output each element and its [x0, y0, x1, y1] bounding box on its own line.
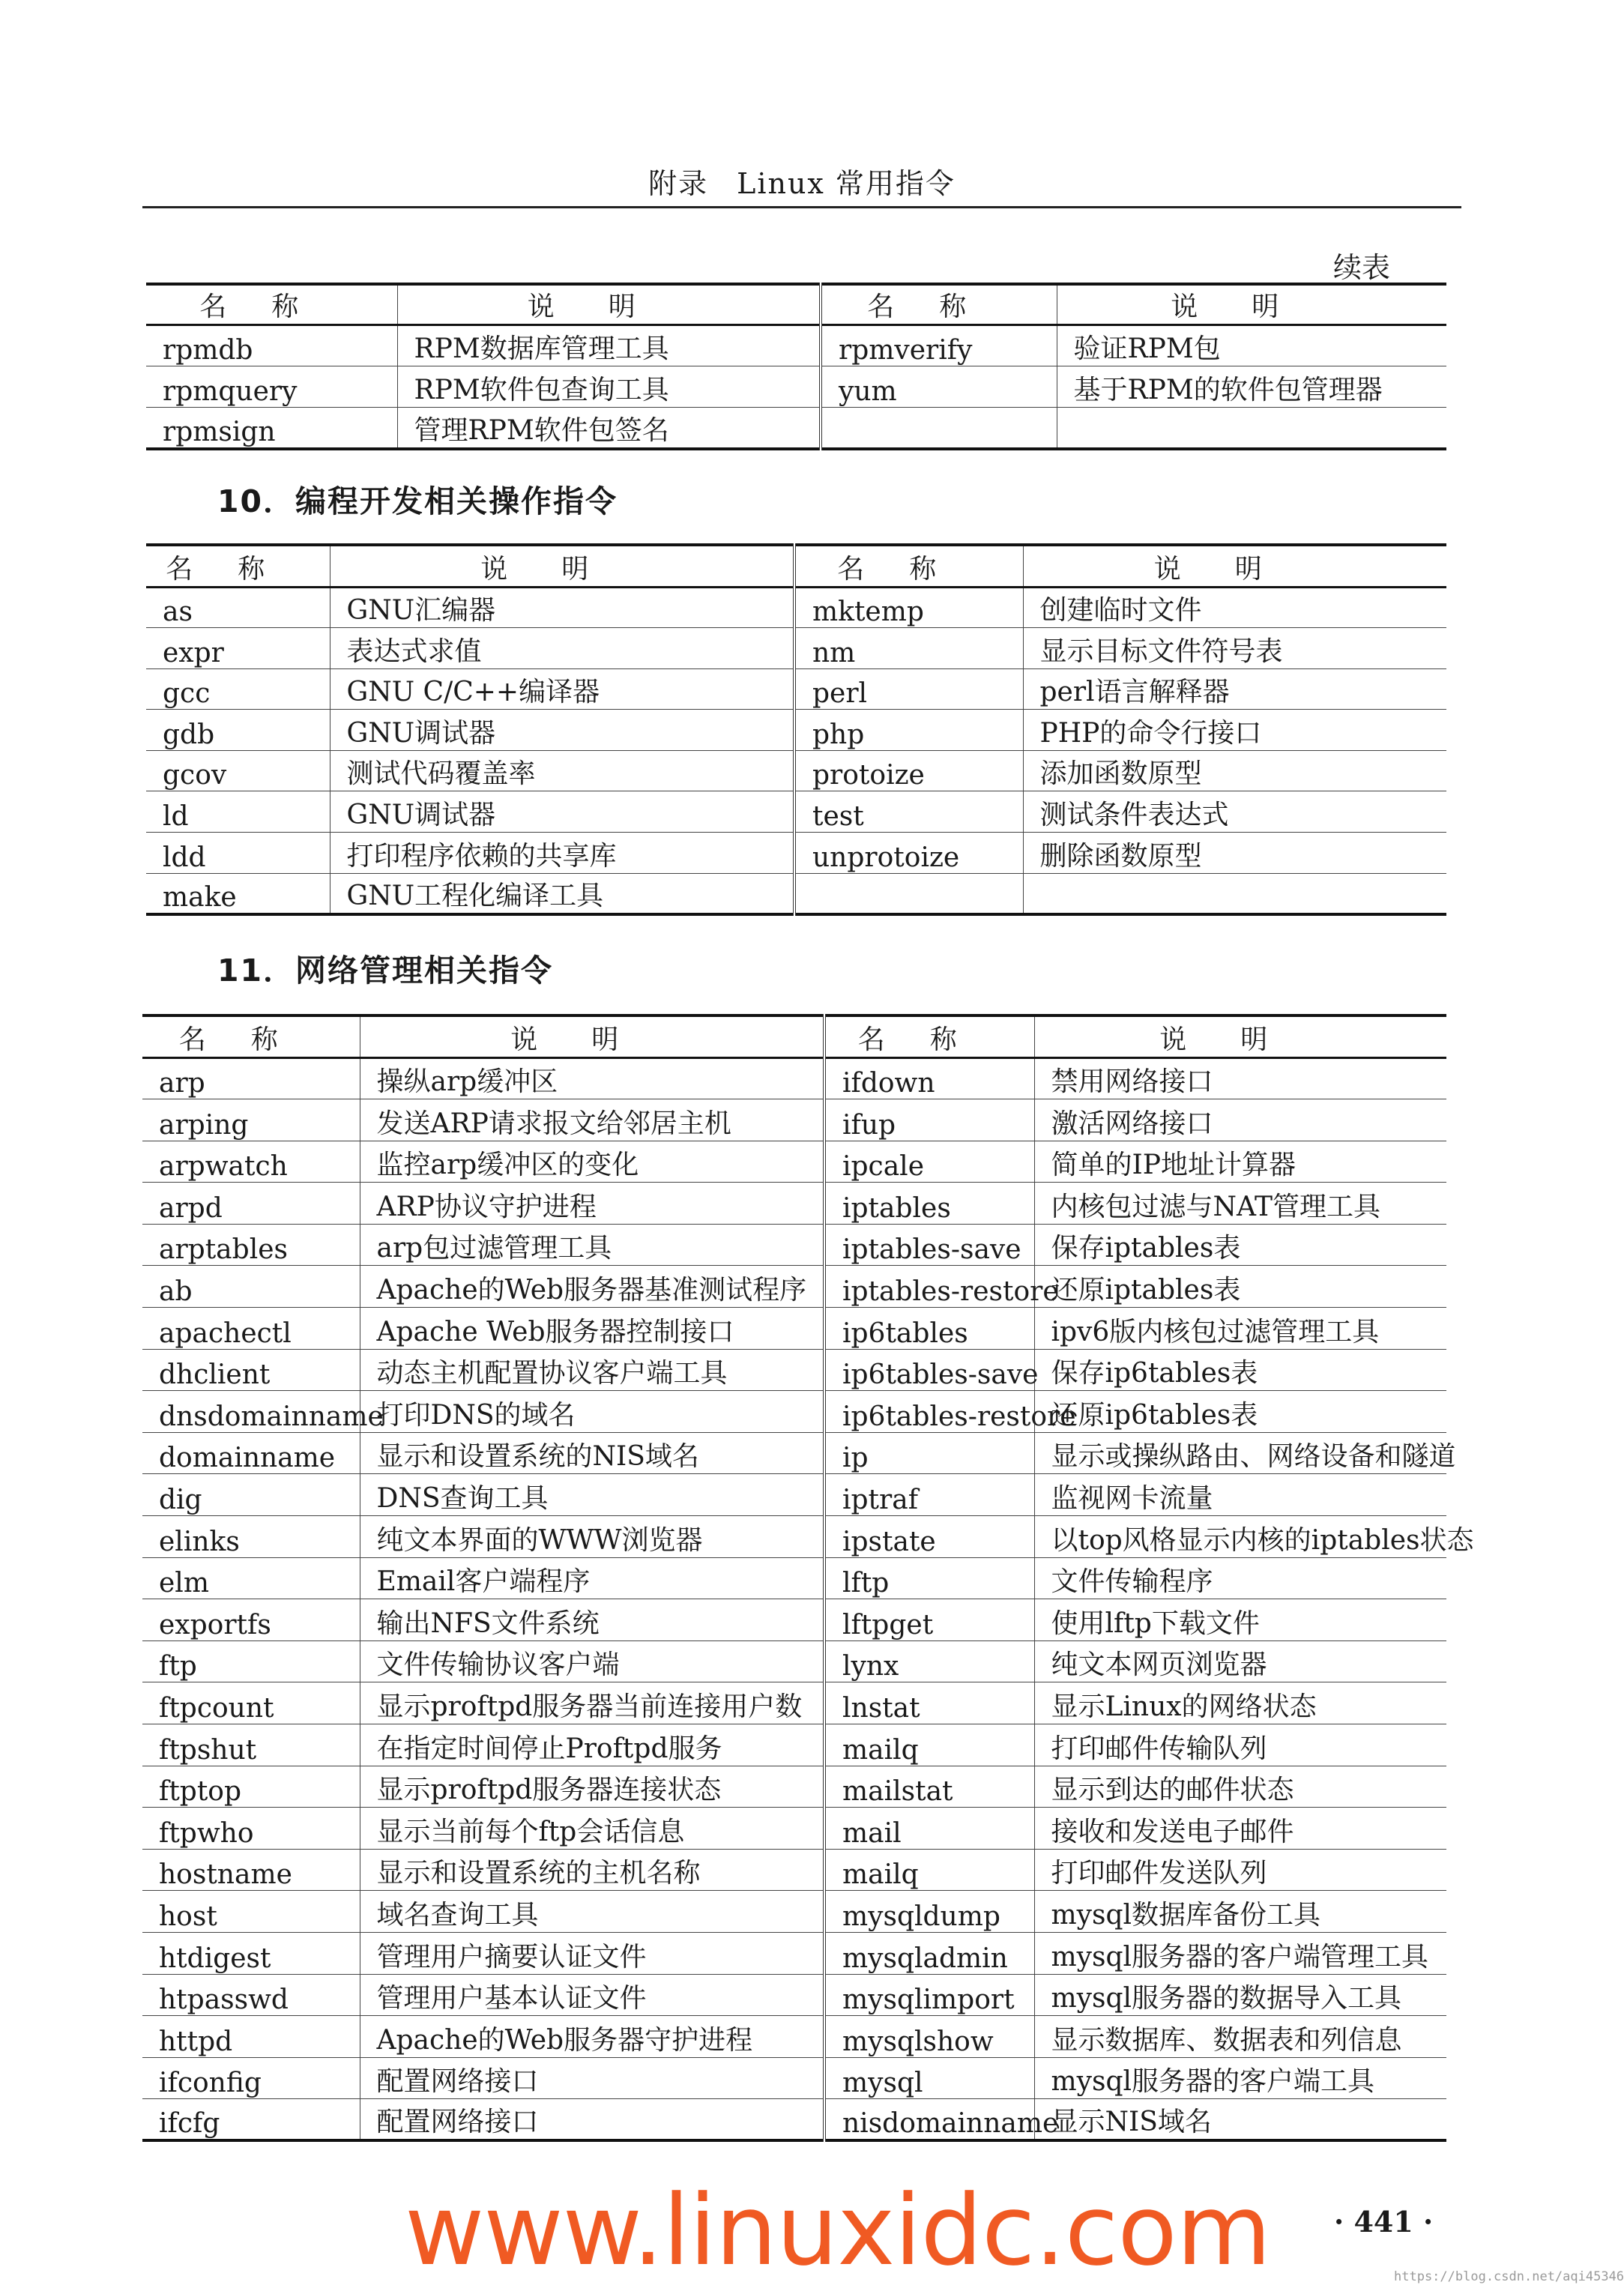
command-name: unprotoize: [794, 833, 1023, 874]
command-name: arpwatch: [142, 1141, 360, 1183]
command-desc: 纯文本界面的WWW浏览器: [360, 1516, 824, 1558]
command-desc: 基于RPM的软件包管理器: [1057, 366, 1446, 408]
command-desc: 文件传输程序: [1034, 1557, 1446, 1599]
table-row: [146, 873, 1446, 914]
command-name: lynx: [824, 1640, 1034, 1682]
command-desc: 显示proftpd服务器当前连接用户数: [360, 1682, 824, 1724]
command-desc: 配置网络接口: [360, 2057, 824, 2099]
command-desc: 创建临时文件: [1023, 587, 1446, 628]
command-desc: 测试代码覆盖率: [330, 750, 794, 791]
command-name: mail: [824, 1808, 1034, 1850]
command-desc: 接收和发送电子邮件: [1034, 1808, 1446, 1850]
table-dev-commands: [146, 543, 1446, 916]
command-desc: perl语言解释器: [1023, 668, 1446, 710]
command-desc: 显示proftpd服务器连接状态: [360, 1766, 824, 1808]
command-name: httpd: [142, 2016, 360, 2058]
table-row: [142, 1724, 1446, 1766]
command-name: ftpwho: [142, 1808, 360, 1850]
command-desc: 还原ip6tables表: [1034, 1391, 1446, 1433]
command-name: hostname: [142, 1849, 360, 1891]
table-row: [146, 668, 1446, 710]
col-header-desc: 说明: [1034, 1015, 1446, 1057]
command-name: ld: [146, 791, 330, 833]
command-name: iptables-restore: [824, 1266, 1034, 1308]
table-row: [142, 1682, 1446, 1724]
command-name: gcc: [146, 668, 330, 710]
command-name: mysqldump: [824, 1891, 1034, 1933]
command-name: ip: [824, 1432, 1034, 1474]
command-name: ab: [142, 1266, 360, 1308]
command-desc: 打印邮件传输队列: [1034, 1724, 1446, 1766]
col-header-name: 名称: [821, 284, 1057, 325]
command-desc: 以top风格显示内核的iptables状态: [1034, 1516, 1446, 1558]
command-desc: 显示数据库、数据表和列信息: [1034, 2016, 1446, 2058]
command-name: yum: [821, 366, 1057, 408]
command-name: elm: [142, 1557, 360, 1599]
table-row: [146, 587, 1446, 628]
command-desc: 文件传输协议客户端: [360, 1640, 824, 1682]
command-name: dnsdomainname: [142, 1391, 360, 1433]
command-desc: mysql服务器的客户端工具: [1034, 2057, 1446, 2099]
table-row: [146, 325, 1446, 366]
command-name: mktemp: [794, 587, 1023, 628]
command-desc: 管理用户基本认证文件: [360, 1974, 824, 2016]
table-row: [142, 1557, 1446, 1599]
table-row: [146, 628, 1446, 669]
table-row: [142, 1766, 1446, 1808]
command-name: gdb: [146, 710, 330, 751]
command-desc: mysql服务器的客户端管理工具: [1034, 1932, 1446, 1974]
command-name: ip6tables-restore: [824, 1391, 1034, 1433]
command-desc: Apache Web服务器控制接口: [360, 1308, 824, 1350]
command-name: test: [794, 791, 1023, 833]
command-desc: 激活网络接口: [1034, 1099, 1446, 1141]
command-desc: 打印邮件发送队列: [1034, 1849, 1446, 1891]
table-row: [142, 1183, 1446, 1225]
table-row: [146, 366, 1446, 408]
command-name: host: [142, 1891, 360, 1933]
command-desc: 显示和设置系统的NIS域名: [360, 1432, 824, 1474]
command-desc: 简单的IP地址计算器: [1034, 1141, 1446, 1183]
continued-label: 续表: [1332, 251, 1390, 284]
table-row: [142, 1266, 1446, 1308]
command-desc: mysql服务器的数据导入工具: [1034, 1974, 1446, 2016]
page-number: · 441 ·: [1334, 2205, 1434, 2239]
command-desc: 纯文本网页浏览器: [1034, 1640, 1446, 1682]
table-rpm-continued: [146, 283, 1446, 450]
table-row: [142, 1141, 1446, 1183]
table-row: [142, 2016, 1446, 2058]
command-name: php: [794, 710, 1023, 751]
command-desc: [1057, 408, 1446, 449]
command-name: ipstate: [824, 1516, 1034, 1558]
col-header-name: 名称: [146, 284, 397, 325]
command-name: ifcfg: [142, 2099, 360, 2141]
command-name: nm: [794, 628, 1023, 669]
command-name: mailq: [824, 1849, 1034, 1891]
running-header: [142, 160, 1461, 202]
table-row: [142, 1099, 1446, 1141]
command-desc: 域名查询工具: [360, 1891, 824, 1933]
command-desc: 还原iptables表: [1034, 1266, 1446, 1308]
command-name: ifup: [824, 1099, 1034, 1141]
command-desc: 禁用网络接口: [1034, 1057, 1446, 1099]
command-desc: 保存ip6tables表: [1034, 1349, 1446, 1391]
col-header-name: 名称: [794, 545, 1023, 587]
command-desc: 测试条件表达式: [1023, 791, 1446, 833]
command-desc: 发送ARP请求报文给邻居主机: [360, 1099, 824, 1141]
command-name: apachectl: [142, 1308, 360, 1350]
table-row: [142, 1808, 1446, 1850]
command-name: rpmsign: [146, 408, 397, 449]
command-desc: 显示当前每个ftp会话信息: [360, 1808, 824, 1850]
command-name: mailstat: [824, 1766, 1034, 1808]
command-name: htpasswd: [142, 1974, 360, 2016]
command-desc: 动态主机配置协议客户端工具: [360, 1349, 824, 1391]
command-desc: 管理RPM软件包签名: [397, 408, 821, 449]
command-desc: 打印程序依赖的共享库: [330, 833, 794, 874]
section-title-11: 11．网络管理相关指令: [217, 953, 554, 988]
col-header-desc: 说明: [1023, 545, 1446, 587]
command-name: [794, 873, 1023, 914]
command-desc: 显示目标文件符号表: [1023, 628, 1446, 669]
command-name: ftptop: [142, 1766, 360, 1808]
command-name: arping: [142, 1099, 360, 1141]
command-name: mysqlshow: [824, 2016, 1034, 2058]
command-desc: 使用lftp下载文件: [1034, 1599, 1446, 1641]
table-row: [142, 1516, 1446, 1558]
table-row: [142, 1432, 1446, 1474]
command-desc: PHP的命令行接口: [1023, 710, 1446, 751]
command-name: [821, 408, 1057, 449]
command-desc: 输出NFS文件系统: [360, 1599, 824, 1641]
command-name: exportfs: [142, 1599, 360, 1641]
command-name: ip6tables: [824, 1308, 1034, 1350]
table-row: [142, 1599, 1446, 1641]
command-desc: Apache的Web服务器守护进程: [360, 2016, 824, 2058]
command-desc: mysql数据库备份工具: [1034, 1891, 1446, 1933]
command-desc: RPM数据库管理工具: [397, 325, 821, 366]
section-title-10: 10．编程开发相关操作指令: [217, 483, 618, 519]
command-name: domainname: [142, 1432, 360, 1474]
command-desc: 管理用户摘要认证文件: [360, 1932, 824, 1974]
command-desc: 显示或操纵路由、网络设备和隧道: [1034, 1432, 1446, 1474]
table-row: [142, 1474, 1446, 1516]
command-name: arp: [142, 1057, 360, 1099]
table-row: [146, 750, 1446, 791]
table-row: [142, 1057, 1446, 1099]
table-row: [142, 2099, 1446, 2141]
command-name: iptraf: [824, 1474, 1034, 1516]
command-desc: 配置网络接口: [360, 2099, 824, 2141]
command-desc: 表达式求值: [330, 628, 794, 669]
command-name: lftpget: [824, 1599, 1034, 1641]
source-watermark: https://blog.csdn.net/aqi45346: [1394, 2269, 1624, 2284]
command-name: ifconfig: [142, 2057, 360, 2099]
table-row: [142, 1849, 1446, 1891]
command-desc: DNS查询工具: [360, 1474, 824, 1516]
command-name: lnstat: [824, 1682, 1034, 1724]
col-header-name: 名称: [824, 1015, 1034, 1057]
table-row: [146, 791, 1446, 833]
command-desc: Email客户端程序: [360, 1557, 824, 1599]
table-row: [146, 833, 1446, 874]
col-header-desc: 说明: [397, 284, 821, 325]
command-desc: GNU调试器: [330, 710, 794, 751]
command-desc: 显示和设置系统的主机名称: [360, 1849, 824, 1891]
command-name: mysqlimport: [824, 1974, 1034, 2016]
command-desc: ipv6版内核包过滤管理工具: [1034, 1308, 1446, 1350]
header-appendix: 附录: [648, 167, 709, 200]
table-row: [142, 1308, 1446, 1350]
command-name: ldd: [146, 833, 330, 874]
command-desc: 保存iptables表: [1034, 1224, 1446, 1266]
command-name: ftpshut: [142, 1724, 360, 1766]
command-desc: arp包过滤管理工具: [360, 1224, 824, 1266]
command-name: nisdomainname: [824, 2099, 1034, 2141]
command-name: htdigest: [142, 1932, 360, 1974]
command-desc: RPM软件包查询工具: [397, 366, 821, 408]
col-header-desc: 说明: [1057, 284, 1446, 325]
table-row: [142, 1640, 1446, 1682]
command-name: arptables: [142, 1224, 360, 1266]
col-header-desc: 说明: [330, 545, 794, 587]
command-name: ifdown: [824, 1057, 1034, 1099]
command-desc: GNU汇编器: [330, 587, 794, 628]
command-name: as: [146, 587, 330, 628]
command-desc: GNU工程化编译工具: [330, 873, 794, 914]
table-row: [142, 1224, 1446, 1266]
command-name: gcov: [146, 750, 330, 791]
table-row: [146, 408, 1446, 449]
command-name: arpd: [142, 1183, 360, 1225]
header-title: Linux 常用指令: [737, 167, 956, 200]
col-header-desc: 说明: [360, 1015, 824, 1057]
table-row: [142, 1974, 1446, 2016]
table-row: [142, 1932, 1446, 1974]
command-desc: [1023, 873, 1446, 914]
command-name: expr: [146, 628, 330, 669]
command-name: iptables: [824, 1183, 1034, 1225]
command-desc: 操纵arp缓冲区: [360, 1057, 824, 1099]
table-row: [142, 1891, 1446, 1933]
command-name: perl: [794, 668, 1023, 710]
header-rule: [142, 206, 1461, 208]
command-name: mysqladmin: [824, 1932, 1034, 1974]
command-name: ipcale: [824, 1141, 1034, 1183]
table-row: [142, 2057, 1446, 2099]
command-name: rpmquery: [146, 366, 397, 408]
command-desc: GNU C/C++编译器: [330, 668, 794, 710]
command-name: ftp: [142, 1640, 360, 1682]
command-desc: 显示到达的邮件状态: [1034, 1766, 1446, 1808]
command-name: dig: [142, 1474, 360, 1516]
command-desc: 显示NIS域名: [1034, 2099, 1446, 2141]
command-desc: GNU调试器: [330, 791, 794, 833]
command-desc: Apache的Web服务器基准测试程序: [360, 1266, 824, 1308]
command-desc: 内核包过滤与NAT管理工具: [1034, 1183, 1446, 1225]
col-header-name: 名称: [146, 545, 330, 587]
command-name: elinks: [142, 1516, 360, 1558]
command-desc: ARP协议守护进程: [360, 1183, 824, 1225]
command-name: mysql: [824, 2057, 1034, 2099]
col-header-name: 名称: [142, 1015, 360, 1057]
command-name: ftpcount: [142, 1682, 360, 1724]
command-name: rpmverify: [821, 325, 1057, 366]
command-desc: 添加函数原型: [1023, 750, 1446, 791]
watermark-url: www.linuxidc.com: [405, 2173, 1271, 2287]
command-desc: 监视网卡流量: [1034, 1474, 1446, 1516]
command-desc: 显示Linux的网络状态: [1034, 1682, 1446, 1724]
command-name: mailq: [824, 1724, 1034, 1766]
table-network-commands: [142, 1014, 1474, 2142]
command-name: make: [146, 873, 330, 914]
table-row: [146, 710, 1446, 751]
table-row: [142, 1349, 1446, 1391]
command-name: dhclient: [142, 1349, 360, 1391]
command-desc: 监控arp缓冲区的变化: [360, 1141, 824, 1183]
command-name: protoize: [794, 750, 1023, 791]
table-row: [142, 1391, 1446, 1433]
command-name: lftp: [824, 1557, 1034, 1599]
command-name: rpmdb: [146, 325, 397, 366]
command-desc: 打印DNS的域名: [360, 1391, 824, 1433]
command-desc: 删除函数原型: [1023, 833, 1446, 874]
command-name: iptables-save: [824, 1224, 1034, 1266]
command-desc: 在指定时间停止Proftpd服务: [360, 1724, 824, 1766]
command-name: ip6tables-save: [824, 1349, 1034, 1391]
command-desc: 验证RPM包: [1057, 325, 1446, 366]
